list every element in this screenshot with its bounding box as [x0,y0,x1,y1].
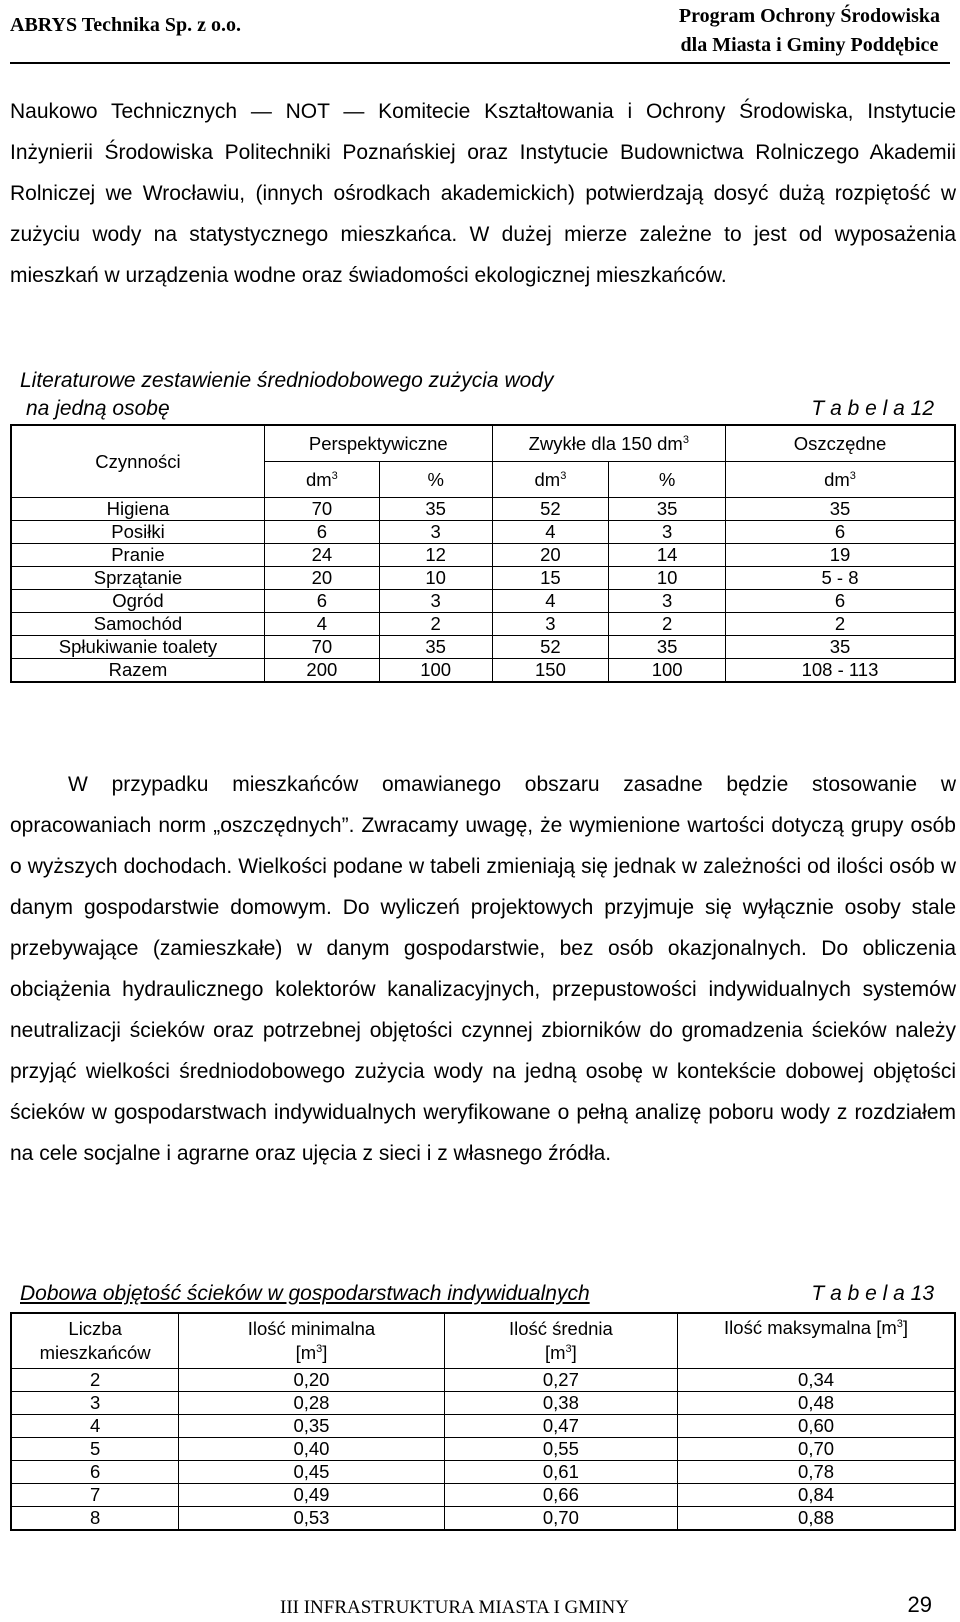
table-row [11,498,955,521]
cell-min: 0,20 [179,1369,444,1392]
cell-usual-dm: 150 [492,659,609,683]
cell-usual-pct: 14 [609,544,726,567]
page-number: 29 [907,1592,932,1617]
col-max-text: Ilość maksymalna [m [724,1317,897,1338]
cell-persp-dm: 24 [264,544,379,567]
cell-persp-pct: 35 [379,498,492,521]
footer-chapter: III INFRASTRUKTURA MIASTA I GMINY [280,1597,629,1618]
cell-usual-pct: 3 [609,521,726,544]
col-avg [444,1313,677,1369]
cell-residents: 8 [11,1507,179,1531]
cell-usual-dm: 52 [492,636,609,659]
cell-min: 0,28 [179,1392,444,1415]
cell-usual-pct: 35 [609,636,726,659]
table-row [11,1461,955,1484]
table-row [11,1392,955,1415]
col-min-l1: Ilość minimalna [247,1318,376,1339]
col-min [179,1313,444,1369]
table-row [11,521,955,544]
col-perspective: Perspektywiczne [264,425,492,462]
table-row [11,1415,955,1438]
unit-dm [264,462,379,498]
unit-pct: % [379,462,492,498]
cell-saving-dm: 6 [725,521,955,544]
unit-m-sup: 3 [565,1342,572,1355]
header-program [679,2,940,60]
table-row [11,544,955,567]
table12-label: T a b e l a 12 [811,397,934,420]
cell-usual-dm: 15 [492,567,609,590]
cell-saving-dm: 108 - 113 [725,659,955,683]
col-min-unit [179,1341,443,1365]
col-residents [11,1313,179,1369]
unit-m: [m [295,1342,317,1363]
table-row [11,1507,955,1531]
cell-persp-pct: 2 [379,613,492,636]
col-usual [492,425,725,462]
cell-usual-dm: 3 [492,613,609,636]
col-residents-l2: mieszkańców [39,1342,151,1363]
table-row [11,1484,955,1507]
cell-min: 0,53 [179,1507,444,1531]
table-row [11,613,955,636]
cell-persp-pct: 10 [379,567,492,590]
cell-avg: 0,55 [444,1438,677,1461]
cell-usual-pct: 100 [609,659,726,683]
cell-persp-dm: 70 [264,636,379,659]
cell-residents: 3 [11,1392,179,1415]
unit-m: [m [544,1342,566,1363]
cell-persp-pct: 100 [379,659,492,683]
table12-caption: Literaturowe zestawienie średniodobowego zużycia wody [20,369,554,392]
unit-pct: % [609,462,726,498]
cell-min: 0,45 [179,1461,444,1484]
cell-saving-dm: 2 [725,613,955,636]
cell-activity: Sprzątanie [11,567,264,590]
cell-usual-pct: 2 [609,613,726,636]
table-row [11,659,955,683]
col-residents-l1: Liczba [68,1318,122,1339]
cell-saving-dm: 6 [725,590,955,613]
cell-residents: 7 [11,1484,179,1507]
cell-persp-pct: 3 [379,590,492,613]
cell-avg: 0,38 [444,1392,677,1415]
intro-paragraph: Naukowo Technicznych — NOT — Komitecie Kształtowania i Ochrony Środowiska, Instytucie Inżynierii Środowiska Politechniki Poznańskiej oraz Instytucie Budownictwa Rolniczego Akademii Rolniczej we Wrocławiu, (innych ośrodkach akademickich) potwierdzają dosyć dużą rozpiętość w zużyciu wody na statystycznego mieszkańca. W dużej mierze zależne to jest od wyposażenia mieszkań w urządzenia wodne oraz świadomości ekologicznej mieszkańców. [10,100,956,287]
col-max [678,1313,955,1369]
unit-close: ] [322,1342,328,1363]
col-avg-unit [445,1341,677,1365]
unit-dm-text: dm [534,468,561,490]
cell-min: 0,35 [179,1415,444,1438]
cell-min: 0,40 [179,1438,444,1461]
cell-persp-dm: 6 [264,521,379,544]
cell-saving-dm: 19 [725,544,955,567]
unit-dm-sup: 3 [560,469,567,482]
header-divider [10,62,950,64]
cell-persp-dm: 6 [264,590,379,613]
header-program-subtitle: dla Miasta i Gminy Poddębice [680,34,939,56]
col-activity: Czynności [11,425,264,498]
col-avg-l1: Ilość średnia [508,1318,613,1339]
cell-residents: 6 [11,1461,179,1484]
col-usual-sup: 3 [682,433,689,446]
cell-activity: Higiena [11,498,264,521]
cell-max: 0,84 [678,1484,955,1507]
unit-m-sup: 3 [316,1342,323,1355]
unit-close: ] [902,1317,909,1338]
unit-dm [725,462,955,498]
table13-caption: Dobowa objętość ścieków w gospodarstwach indywidualnych [20,1282,590,1305]
cell-usual-pct: 35 [609,498,726,521]
unit-close: ] [571,1342,577,1363]
cell-persp-dm: 200 [264,659,379,683]
table-row [11,590,955,613]
cell-persp-dm: 4 [264,613,379,636]
cell-usual-dm: 4 [492,521,609,544]
table-row [11,636,955,659]
cell-activity: Ogród [11,590,264,613]
table-row [11,1369,955,1392]
cell-usual-dm: 20 [492,544,609,567]
unit-m-sup: 3 [896,1317,903,1330]
cell-avg: 0,66 [444,1484,677,1507]
water-usage-table [10,424,956,683]
cell-usual-pct: 10 [609,567,726,590]
header-company: ABRYS Technika Sp. z o.o. [10,14,242,36]
cell-persp-pct: 12 [379,544,492,567]
cell-min: 0,49 [179,1484,444,1507]
cell-persp-dm: 70 [264,498,379,521]
cell-max: 0,34 [678,1369,955,1392]
cell-usual-dm: 52 [492,498,609,521]
analysis-paragraph: W przypadku mieszkańców omawianego obszaru zasadne będzie stosowanie w opracowaniach norm „oszczędnych”. Zwracamy uwagę, że wymienione wartości dotyczą grupy osób o wyższych dochodach. Wielkości podane w tabeli zmieniają się jednak w zależności od ilości osób w danym gospodarstwie domowym. Do wyliczeń projektowych przyjmuje się wyłącznie osoby stale przebywające (zamieszkałe) w danym gospodarstwie, bez osób okazjonalnych. Do obliczenia obciążenia hydraulicznego kolektorów kanalizacyjnych, przepustowości indywidualnych systemów neutralizacji ścieków oraz potrzebnej objętości czynnej zbiorników do gromadzenia ścieków należy przyjąć wielkości średniodobowego zużycia wody na jedną osobę w kontekście dobowej objętości ścieków w gospodarstwach indywidualnych weryfikowane o pełną analizę poboru wody z rozdziałem na cele socjalne i agrarne oraz ujęcia z sieci i z własnego źródła. [10,773,956,1165]
cell-avg: 0,61 [444,1461,677,1484]
cell-max: 0,78 [678,1461,955,1484]
cell-avg: 0,70 [444,1507,677,1531]
cell-activity: Pranie [11,544,264,567]
cell-max: 0,60 [678,1415,955,1438]
cell-activity: Razem [11,659,264,683]
cell-residents: 4 [11,1415,179,1438]
cell-usual-dm: 4 [492,590,609,613]
table12-caption-cont: na jedną osobę [26,397,170,420]
col-saving: Oszczędne [725,425,955,462]
cell-activity: Posiłki [11,521,264,544]
unit-dm-text: dm [305,468,332,490]
cell-activity: Samochód [11,613,264,636]
table-row [11,567,955,590]
unit-dm-sup: 3 [331,469,338,482]
unit-dm [492,462,609,498]
cell-avg: 0,27 [444,1369,677,1392]
col-usual-text: Zwykłe dla 150 dm [528,432,683,454]
cell-residents: 2 [11,1369,179,1392]
unit-dm-sup: 3 [849,469,856,482]
unit-dm-text: dm [824,468,850,490]
sewage-volume-table [10,1312,956,1531]
table-row [11,1438,955,1461]
cell-saving-dm: 5 - 8 [725,567,955,590]
cell-max: 0,88 [678,1507,955,1531]
cell-persp-dm: 20 [264,567,379,590]
cell-saving-dm: 35 [725,636,955,659]
cell-usual-pct: 3 [609,590,726,613]
cell-persp-pct: 35 [379,636,492,659]
cell-saving-dm: 35 [725,498,955,521]
cell-max: 0,48 [678,1392,955,1415]
cell-avg: 0,47 [444,1415,677,1438]
header-program-title: Program Ochrony Środowiska [678,5,940,27]
cell-activity: Spłukiwanie toalety [11,636,264,659]
cell-residents: 5 [11,1438,179,1461]
cell-max: 0,70 [678,1438,955,1461]
cell-persp-pct: 3 [379,521,492,544]
table13-label: T a b e l a 13 [811,1282,934,1305]
